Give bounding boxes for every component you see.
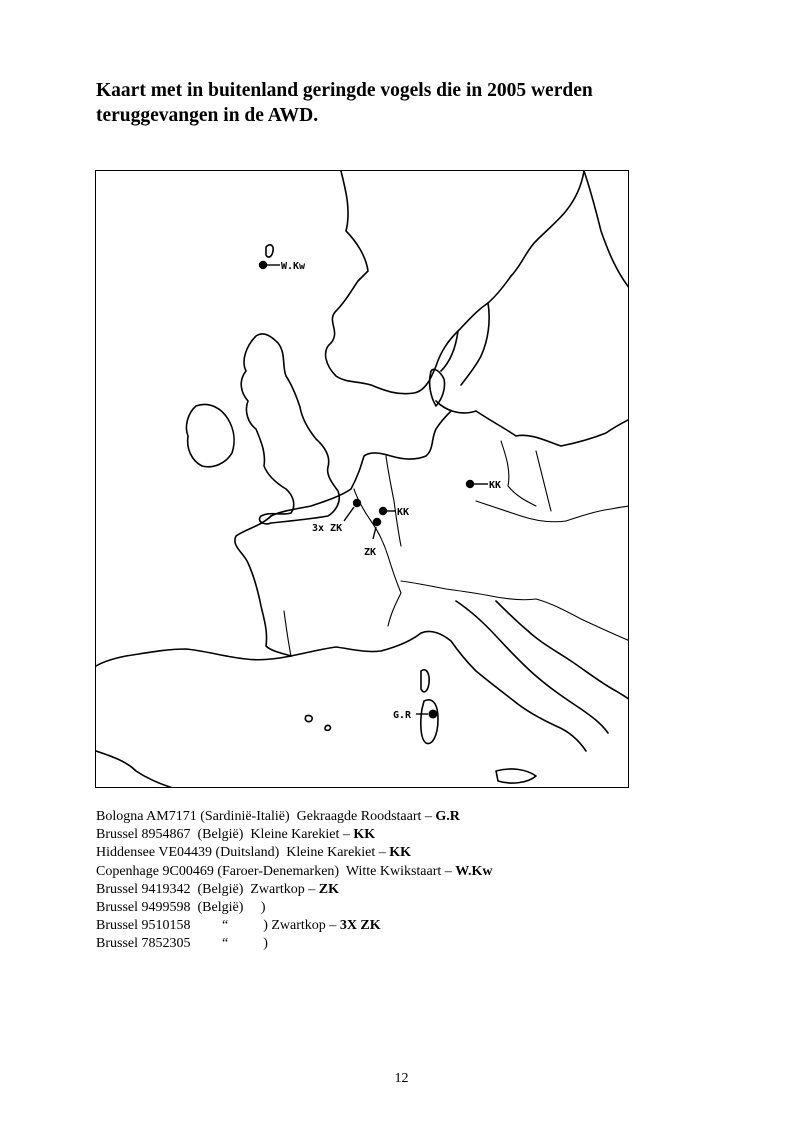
adriatic [496,601,629,701]
baltic-coast [436,401,629,446]
border-germany-west [386,456,401,546]
legend-text: Brussel 8954867 (België) Kleine Karekiet – [96,827,354,843]
corsica [421,670,429,692]
legend-item [96,826,493,844]
border-poland [536,451,629,521]
legend-text: Brussel 9510158 “ ) Zwartkop – [96,918,340,934]
marker-label: KK [397,507,410,518]
legend-item [96,881,493,899]
france-west-coast [235,516,291,656]
europe-map [95,170,629,788]
baleares [305,715,330,730]
map-markers [259,261,501,721]
ireland [186,404,234,466]
marker-dot [353,499,361,507]
marker-label: ZK [364,547,377,558]
sweden-east [441,303,489,385]
sicily [496,769,536,783]
border-alps [401,581,536,600]
marker-kk-brussel [379,507,409,518]
legend-code: KK [353,827,376,843]
med-coast [291,631,586,751]
border-czech [476,501,566,522]
page-title: Kaart met in buitenland geringde vogels die in 2005 werden teruggevangen in de AWD. [96,80,593,126]
continent-coast [271,411,451,516]
marker-gr [393,710,438,722]
legend-code: ZK [318,881,340,897]
marker-dot [429,710,438,719]
scandinavia-coast [326,171,584,394]
marker-label: G.R [393,710,412,721]
legend-item [96,899,493,917]
gulf-coast [584,171,629,289]
border-germany-east [501,441,536,506]
legend-text: Brussel 9499598 (België) ) [96,899,266,915]
legend-code: 3X ZK [339,918,381,934]
iberia [96,649,291,788]
legend-text: Brussel 9419342 (België) Zwartkop – [96,881,319,897]
legend-code: KK [389,845,412,861]
marker-label: W.Kw [281,261,306,272]
legend-item [96,917,493,935]
border-spain [284,611,291,656]
marker-label: 3x ZK [312,523,343,534]
legend-item [96,808,493,826]
marker-label: KK [489,480,502,491]
map-outline [96,171,629,788]
border-balkans [536,599,629,641]
marker-3xzk [312,499,361,534]
marker-dot [466,480,474,488]
great-britain [241,334,339,524]
border-france [354,489,401,626]
marker-kk-germany [466,480,501,491]
marker-dot [379,507,387,515]
legend-code: G.R [435,809,460,824]
legend-item [96,844,493,862]
legend-item [96,935,493,953]
legend-code: W.Kw [455,863,493,879]
faroe-island [266,245,273,257]
marker-dot [373,518,381,526]
legend-text: Copenhage 9C00469 (Faroer-Denemarken) Witte Kwikstaart – [96,863,456,879]
marker-wkw [259,261,306,272]
legend-list [96,808,493,954]
page-number: 12 [394,1071,409,1086]
sardinia [421,700,438,744]
marker-dot [259,261,267,269]
legend-text: Brussel 7852305 “ ) [96,936,268,952]
legend-text: Hiddensee VE04439 (Duitsland) Kleine Karekiet – [96,845,390,861]
legend-text: Bologna AM7171 (Sardinië-Italië) Gekraagde Roodstaart – [96,809,436,824]
legend-item [96,863,493,881]
